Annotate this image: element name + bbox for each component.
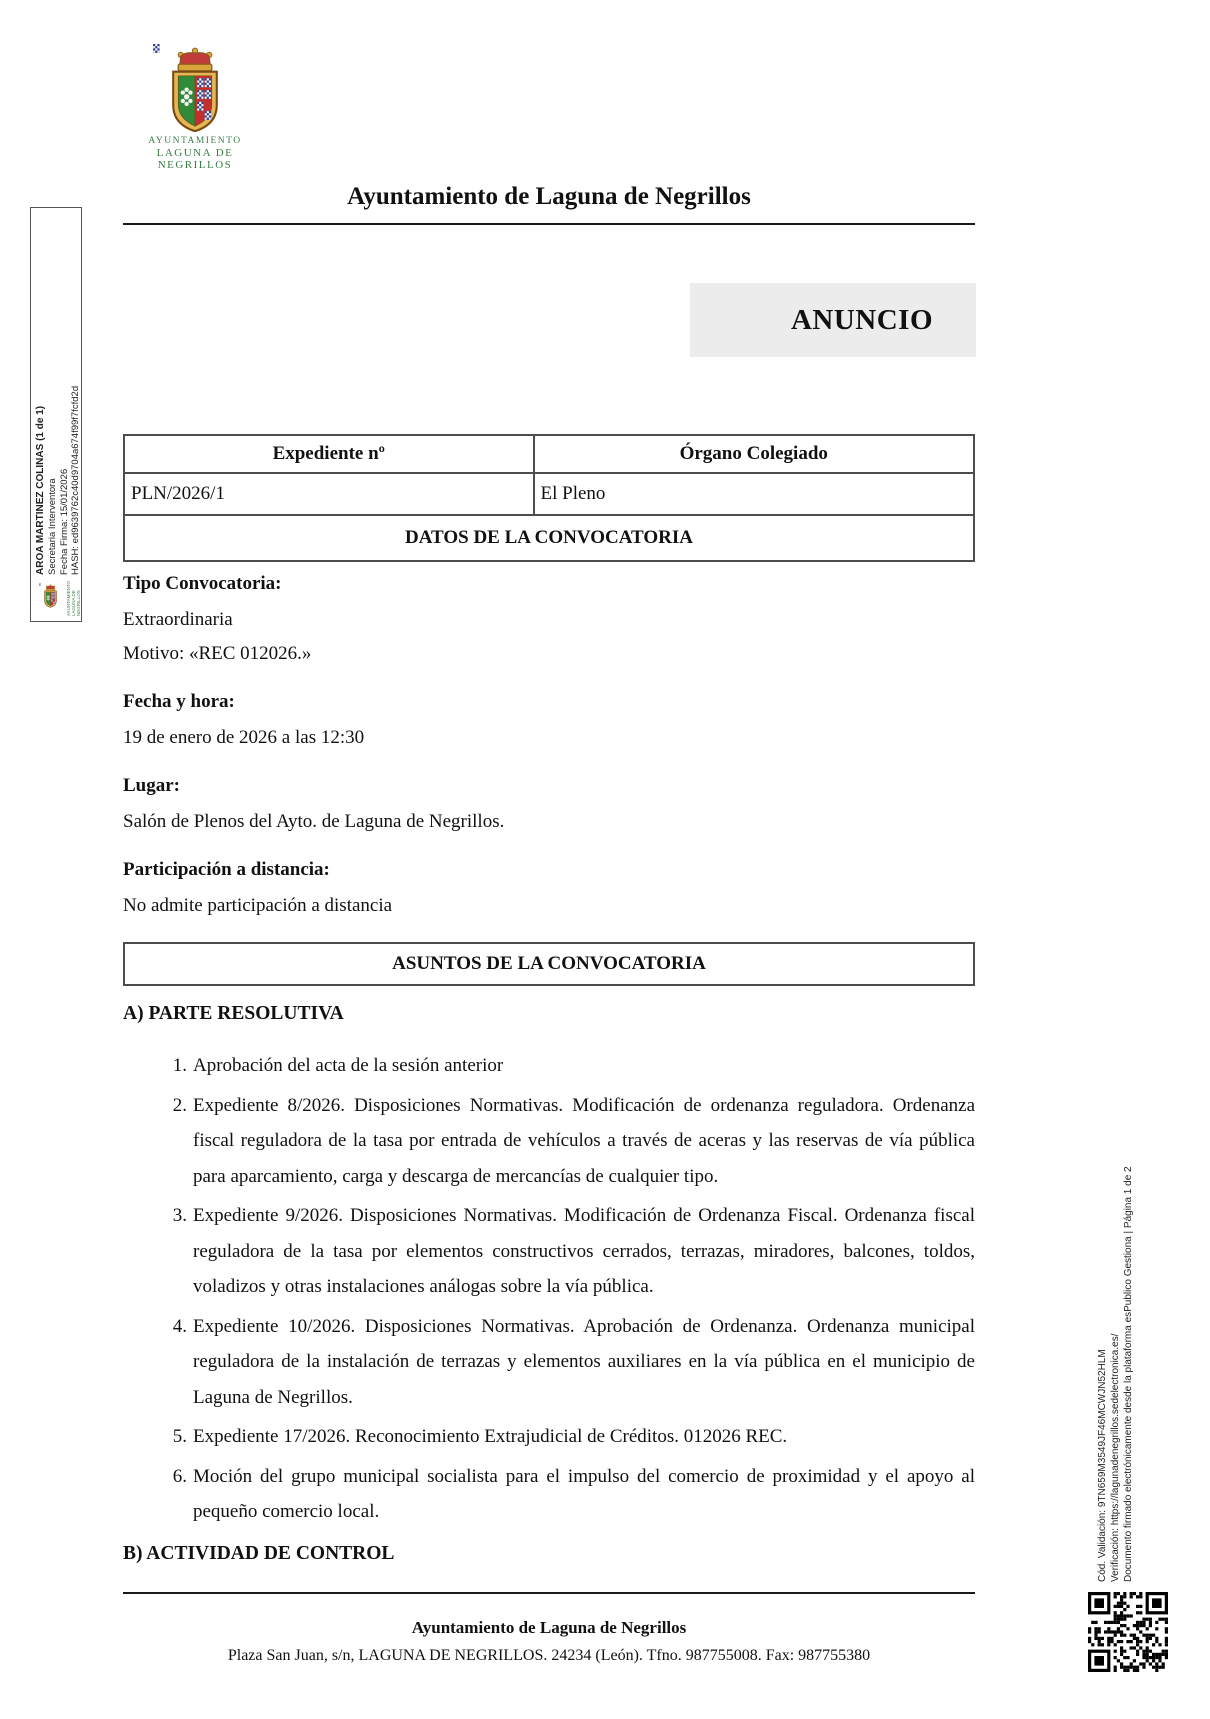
agenda-item-number: 1. (172, 1055, 187, 1076)
announcement-banner: ANUNCIO (690, 283, 976, 357)
stamp-text: AYUNTAMIENTO LAGUNA DE NEGRILLOS (66, 580, 81, 616)
fecha-hora-label: Fecha y hora: (123, 691, 235, 712)
stamp-coat-of-arms-icon (39, 583, 62, 613)
signer-name: AROA MARTINEZ COLINAS (1 de 1) (35, 405, 46, 575)
agenda-item-number: 6. (172, 1465, 187, 1487)
qr-code (1088, 1592, 1168, 1672)
agenda-item-number: 2. (172, 1094, 187, 1116)
fecha-hora-value: 19 de enero de 2026 a las 12:30 (123, 727, 365, 748)
signature-text (35, 219, 82, 575)
signature-date: Fecha Firma: 15/01/2026 (58, 468, 70, 575)
logo-block (128, 44, 262, 171)
signed-document-note: Documento firmado electrónicamente desde la plataforma esPublico Gestiona | Página 1 de 2 (1123, 1166, 1134, 1582)
expediente-header-cell: Expediente nº (124, 435, 534, 473)
agenda-item (123, 1198, 975, 1305)
expediente-table (123, 434, 975, 562)
tipo-convocatoria-label: Tipo Convocatoria: (123, 573, 282, 594)
participacion-label: Participación a distancia: (123, 859, 330, 880)
footer-divider (123, 1592, 975, 1594)
signature-hash: HASH: ed9639762c40d9704a674f99f7fcfd2d (70, 385, 81, 575)
agenda-item-text: Moción del grupo municipal socialista para el impulso del comercio de proximidad y el apoyo al pequeño comercio local. (193, 1465, 975, 1522)
validation-code: Cód. Validación: 9TN659M3549JF46MCWJN52HLM (1097, 1349, 1108, 1582)
lugar-value: Salón de Plenos del Ayto. de Laguna de Negrillos. (123, 811, 505, 832)
expediente-value-cell: PLN/2026/1 (124, 473, 534, 515)
agenda-item (123, 1419, 975, 1455)
logo-caption-line1: AYUNTAMIENTO (148, 136, 242, 146)
asuntos-banner: ASUNTOS DE LA CONVOCATORIA (123, 942, 975, 986)
footer-address: Plaza San Juan, s/n, LAGUNA DE NEGRILLOS. 24234 (León). Tfno. 987755008. Fax: 987755380 (227, 1647, 871, 1664)
agenda-item-number: 5. (172, 1426, 187, 1447)
verification-url: Verificación: https://lagunadenegrillos.sedelectronica.es/ (1110, 1333, 1121, 1582)
agenda-item (123, 1088, 975, 1195)
agenda-item-number: 4. (172, 1315, 187, 1337)
organo-value-cell: El Pleno (534, 473, 975, 515)
tipo-convocatoria-value: Extraordinaria (123, 609, 233, 630)
agenda-item (123, 1309, 975, 1416)
agenda-item (123, 1048, 975, 1084)
participacion-value: No admite participación a distancia (123, 895, 393, 916)
agenda-item-text: Expediente 10/2026. Disposiciones Normativas. Aprobación de Ordenanza. Ordenanza municipal reguladora de la instalación de terrazas y elementos auxiliares en la vía pública en el municipio de Laguna de Negrillos. (193, 1315, 975, 1408)
motivo-value: Motivo: «REC 012026.» (123, 643, 312, 664)
coat-of-arms-icon (153, 44, 237, 132)
agenda-item (123, 1459, 975, 1530)
logo-caption-line2: LAGUNA DE NEGRILLOS (156, 147, 234, 171)
datos-convocatoria-row: DATOS DE LA CONVOCATORIA (124, 515, 974, 561)
agenda-list (123, 1048, 975, 1530)
page-title: Ayuntamiento de Laguna de Negrillos (123, 183, 975, 225)
agenda-item-text: Expediente 17/2026. Reconocimiento Extrajudicial de Créditos. 012026 REC. (193, 1426, 788, 1447)
footer-organization: Ayuntamiento de Laguna de Negrillos (411, 1618, 687, 1637)
validation-sidebar (1096, 960, 1135, 1582)
organo-header-cell: Órgano Colegiado (534, 435, 975, 473)
agenda-item-text: Expediente 8/2026. Disposiciones Normativas. Modificación de ordenanza reguladora. Ordenanza fiscal reguladora de la tasa por entrada de vehículos a través de aceras y las reservas de vía pública para aparcamiento, carga y descarga de mercancías de cualquier tipo. (193, 1094, 975, 1187)
main-content (123, 434, 975, 1566)
logo-caption (128, 135, 262, 171)
signer-role: Secretaria Interventora (47, 478, 58, 575)
agenda-item-text: Aprobación del acta de la sesión anterior (193, 1055, 504, 1076)
lugar-label: Lugar: (123, 775, 180, 796)
section-a-heading: A) PARTE RESOLUTIVA (123, 1003, 344, 1024)
agenda-item-text: Expediente 9/2026. Disposiciones Normativas. Modificación de Ordenanza Fiscal. Ordenanza fiscal reguladora de la tasa por elementos constructivos cerrados, terrazas, miradores, balcones, toldos, voladizos y otras instalaciones análogas sobre la vía pública. (193, 1205, 975, 1297)
section-b-heading: B) ACTIVIDAD DE CONTROL (123, 1542, 395, 1564)
agenda-item-number: 3. (172, 1205, 187, 1226)
